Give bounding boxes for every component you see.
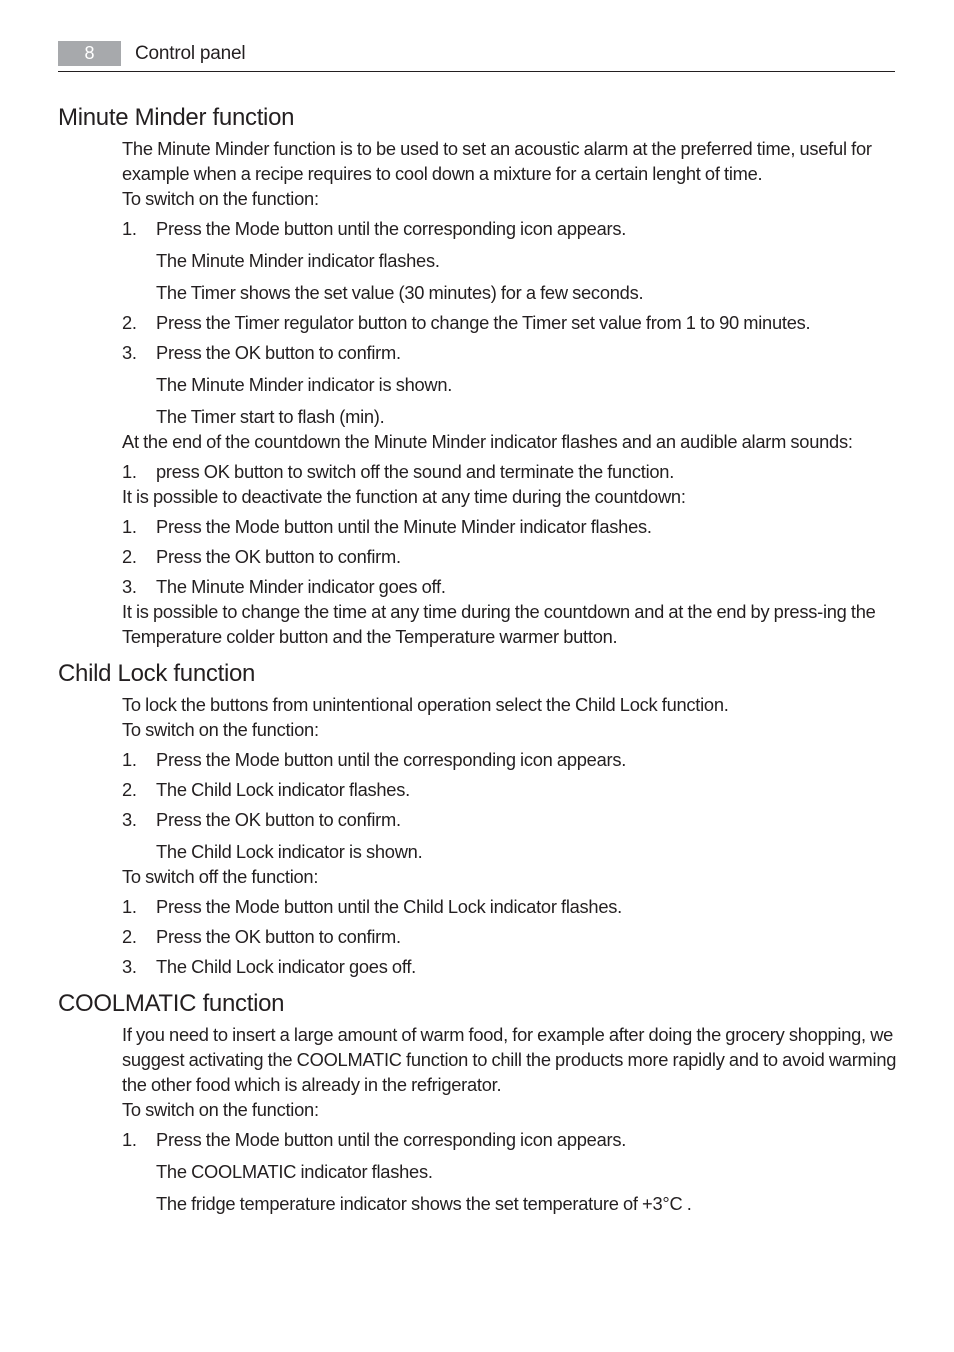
list-item bbox=[122, 340, 898, 365]
list-item bbox=[122, 1127, 898, 1152]
step-number: 2. bbox=[122, 546, 137, 567]
child-lock-intro: To lock the buttons from unintentional operation select the Child Lock function. bbox=[122, 694, 729, 715]
step-note: The COOLMATIC indicator flashes. bbox=[156, 1161, 433, 1182]
minute-minder-heading: Minute Minder function bbox=[58, 104, 295, 131]
step-number: 3. bbox=[122, 576, 137, 597]
step-number: 2. bbox=[122, 926, 137, 947]
list-item bbox=[122, 514, 898, 539]
step-number: 2. bbox=[122, 779, 137, 800]
step-note: The Timer start to flash (min). bbox=[156, 406, 385, 427]
minute-minder-intro: The Minute Minder function is to be used to set an acoustic alarm at the preferred time, useful for example when a recipe requires to cool down a mixture for a certain lenght of time. bbox=[122, 138, 872, 184]
child-lock-body bbox=[122, 692, 898, 979]
page-content bbox=[58, 100, 898, 1216]
coolmatic-intro: If you need to insert a large amount of warm food, for example after doing the grocery shopping, we suggest activating the COOLMATIC function to chill the products more rapidly and to avoid warming the other food which is already in the refrigerator. bbox=[122, 1024, 897, 1095]
step-text: Press the Mode button until the corresponding icon appears. bbox=[156, 749, 627, 770]
child-lock-heading: Child Lock function bbox=[58, 660, 256, 687]
step-text: press OK button to switch off the sound and terminate the function. bbox=[156, 461, 675, 482]
step-note: The Timer shows the set value (30 minutes) for a few seconds. bbox=[156, 282, 644, 303]
step-text: The Minute Minder indicator goes off. bbox=[156, 576, 446, 597]
countdown-end-text: At the end of the countdown the Minute Minder indicator flashes and an audible alarm sounds: bbox=[122, 431, 853, 452]
step-text: Press the OK button to confirm. bbox=[156, 926, 401, 947]
step-number: 3. bbox=[122, 809, 137, 830]
step-number: 1. bbox=[122, 896, 137, 917]
list-item bbox=[122, 216, 898, 241]
step-text: The Child Lock indicator goes off. bbox=[156, 956, 416, 977]
step-note: The Minute Minder indicator is shown. bbox=[156, 374, 453, 395]
switch-on-label: To switch on the function: bbox=[122, 188, 319, 209]
list-item bbox=[122, 544, 898, 569]
step-number: 1. bbox=[122, 218, 137, 239]
section-label: Control panel bbox=[135, 43, 246, 64]
list-item bbox=[122, 894, 898, 919]
page-number: 8 bbox=[58, 41, 121, 66]
step-text: The Child Lock indicator flashes. bbox=[156, 779, 410, 800]
step-number: 3. bbox=[122, 956, 137, 977]
switch-on-label: To switch on the function: bbox=[122, 1099, 319, 1120]
deactivate-text: It is possible to deactivate the function at any time during the countdown: bbox=[122, 486, 686, 507]
step-text: Press the OK button to confirm. bbox=[156, 342, 401, 363]
coolmatic-heading: COOLMATIC function bbox=[58, 990, 285, 1017]
switch-on-label: To switch on the function: bbox=[122, 719, 319, 740]
step-number: 1. bbox=[122, 749, 137, 770]
step-text: Press the OK button to confirm. bbox=[156, 546, 401, 567]
step-text: Press the OK button to confirm. bbox=[156, 809, 401, 830]
switch-off-label: To switch off the function: bbox=[122, 866, 319, 887]
list-item bbox=[122, 954, 898, 979]
list-item bbox=[122, 924, 898, 949]
step-number: 1. bbox=[122, 461, 137, 482]
step-note: The Minute Minder indicator flashes. bbox=[156, 250, 440, 271]
list-item bbox=[122, 747, 898, 772]
step-note: The fridge temperature indicator shows the set temperature of +3°C . bbox=[156, 1193, 692, 1214]
list-item bbox=[122, 459, 898, 484]
list-item bbox=[122, 777, 898, 802]
step-number: 1. bbox=[122, 516, 137, 537]
step-text: Press the Mode button until the corresponding icon appears. bbox=[156, 218, 627, 239]
minute-minder-body bbox=[122, 136, 898, 649]
step-text: Press the Mode button until the corresponding icon appears. bbox=[156, 1129, 627, 1150]
step-text: Press the Timer regulator button to change the Timer set value from 1 to 90 minutes. bbox=[156, 312, 811, 333]
step-number: 2. bbox=[122, 312, 137, 333]
page-header bbox=[58, 40, 895, 72]
change-time-text: It is possible to change the time at any time during the countdown and at the end by press-ing the Temperature colder button and the Temperature warmer button. bbox=[122, 601, 876, 647]
step-number: 3. bbox=[122, 342, 137, 363]
coolmatic-body bbox=[122, 1022, 898, 1216]
list-item bbox=[122, 574, 898, 599]
step-text: Press the Mode button until the Child Lock indicator flashes. bbox=[156, 896, 622, 917]
step-note: The Child Lock indicator is shown. bbox=[156, 841, 423, 862]
list-item bbox=[122, 807, 898, 832]
step-number: 1. bbox=[122, 1129, 137, 1150]
list-item bbox=[122, 310, 898, 335]
step-text: Press the Mode button until the Minute Minder indicator flashes. bbox=[156, 516, 652, 537]
